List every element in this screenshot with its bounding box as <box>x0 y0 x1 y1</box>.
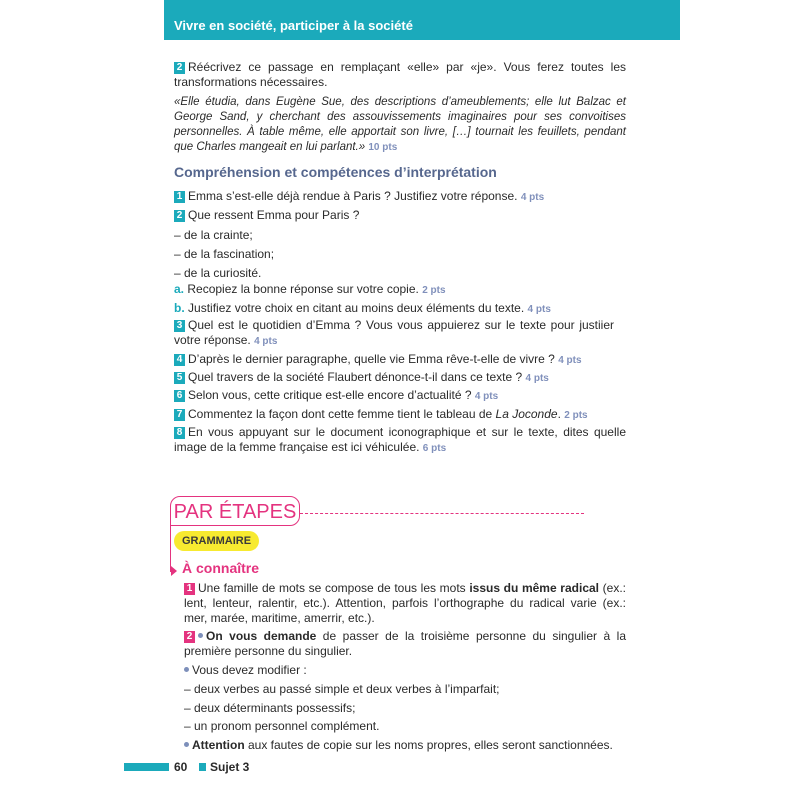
par-etapes-title: PAR ÉTAPES <box>170 496 300 526</box>
option-fascination: – de la fascination; <box>174 247 275 261</box>
attention-note <box>184 738 626 753</box>
points: 2 pts <box>564 410 588 421</box>
question-7 <box>174 407 626 423</box>
points: 4 pts <box>474 391 499 402</box>
question-text: Que ressent Emma pour Paris ? <box>188 208 360 222</box>
modify-intro <box>184 663 626 678</box>
points: 4 pts <box>525 373 549 384</box>
question-text: Justifiez votre choix en citant au moins deux éléments du texte. <box>188 301 525 315</box>
rewrite-instruction <box>174 60 626 90</box>
attention-text: aux fautes de copie sur les noms propres, elles seront sanctionnées. <box>244 738 613 752</box>
question-number: 3 <box>174 320 185 332</box>
question-text: D’après le dernier paragraphe, quelle vie Emma rêve-t-elle de vivre ? <box>188 352 555 366</box>
question-text: Quel travers de la société Flaubert dénonce-t-il dans ce texte ? <box>188 370 523 384</box>
question-4 <box>174 352 626 368</box>
question-text: Recopiez la bonne réponse sur votre copie. <box>187 282 419 296</box>
question-number: 2 <box>174 210 185 222</box>
knowledge-number: 1 <box>184 583 195 595</box>
option-crainte: – de la crainte; <box>174 228 253 242</box>
question-2b <box>174 301 626 317</box>
points: 4 pts <box>527 304 551 315</box>
question-text: Emma s’est-elle déjà rendue à Paris ? Justifiez votre réponse. <box>188 189 518 203</box>
question-number: 7 <box>174 409 185 421</box>
question-text-end: . <box>557 407 561 421</box>
question-number: 1 <box>174 191 185 203</box>
points: 6 pts <box>422 443 447 454</box>
question-number: 2 <box>174 62 185 74</box>
points: 10 pts <box>368 142 398 153</box>
question-8 <box>174 425 626 456</box>
question-text: En vous appuyant sur le document iconographique et sur le texte, dites quelle image de la femme française est ici véhiculée. <box>174 425 626 454</box>
bullet-icon <box>198 633 203 638</box>
footer-square <box>199 763 206 771</box>
question-text: Commentez la façon dont cette femme tient le tableau de <box>188 407 496 421</box>
points: 4 pts <box>558 355 582 366</box>
quote-text: «Elle étudia, dans Eugène Sue, des descriptions d’ameublements; elle lut Balzac et George Sand, y cherchant des assouvissements imaginaires pour ses convoitises personnelles. À table même, elle apportait son livre, […] tournait les feuillets, pendant que Charles mangeait en lui parlant.» <box>174 96 626 153</box>
knowledge-2 <box>184 629 626 659</box>
question-5 <box>174 370 626 386</box>
attention-bold: Attention <box>192 738 245 752</box>
footer-bar <box>124 763 169 771</box>
knowledge-text: Une famille de mots se compose de tous les mots <box>198 581 470 595</box>
question-6 <box>174 388 626 404</box>
question-number: 6 <box>174 390 185 402</box>
question-text: Quel est le quotidien d’Emma ? Vous vous appuierez sur le texte pour justiier votre réponse. <box>174 318 614 347</box>
header-title: Vivre en société, participer à la société <box>174 18 413 33</box>
knowledge-text-rest: de passer de la troisième personne du singulier à la première personne du singulier. <box>184 629 626 658</box>
points: 2 pts <box>422 285 446 296</box>
option-curiosite: – de la curiosité. <box>174 266 262 280</box>
artwork-title: La Joconde <box>495 407 558 421</box>
question-2 <box>174 208 626 223</box>
bullet-icon <box>184 742 189 747</box>
points: 4 pts <box>520 192 545 203</box>
section-title: Compréhension et compétences d’interprétation <box>174 164 497 180</box>
knowledge-text-rest: (ex.: lent, lenteur, ralentir, etc.). Attention, parfois l’orthographe du radical varie (ex.: mer, marée, maritime, amerrir, etc.). <box>184 581 626 625</box>
question-1 <box>174 189 626 205</box>
rewrite-instruction-text: Réécrivez ce passage en remplaçant «elle» par «je». Vous ferez toutes les transformations nécessaires. <box>174 60 626 89</box>
bullet-icon <box>184 667 189 672</box>
question-text: Selon vous, cette critique est-elle encore d’actualité ? <box>188 388 472 402</box>
question-number: 4 <box>174 354 185 366</box>
knowledge-bold: On vous demande <box>206 629 317 643</box>
points: 4 pts <box>254 336 278 347</box>
question-number: 5 <box>174 372 185 384</box>
knowledge-1 <box>184 581 626 626</box>
arrow-icon <box>171 566 177 576</box>
subject-label: Sujet 3 <box>210 760 250 774</box>
question-3 <box>174 318 614 349</box>
grammaire-badge: GRAMMAIRE <box>174 531 259 551</box>
modify-text: Vous devez modifier : <box>192 663 307 677</box>
rewrite-quote <box>174 95 626 155</box>
knowledge-number: 2 <box>184 631 195 643</box>
modify-item: – deux déterminants possessifs; <box>184 701 356 715</box>
question-number: 8 <box>174 427 185 439</box>
question-2a <box>174 282 626 298</box>
modify-item: – deux verbes au passé simple et deux verbes à l’imparfait; <box>184 682 500 696</box>
a-connaitre-title: À connaître <box>182 560 260 576</box>
knowledge-bold: issus du même radical <box>469 581 599 595</box>
question-letter: a. <box>174 282 185 296</box>
dashed-divider <box>300 513 584 514</box>
modify-item: – un pronom personnel complément. <box>184 719 380 733</box>
page-number: 60 <box>174 760 188 774</box>
question-letter: b. <box>174 301 185 315</box>
